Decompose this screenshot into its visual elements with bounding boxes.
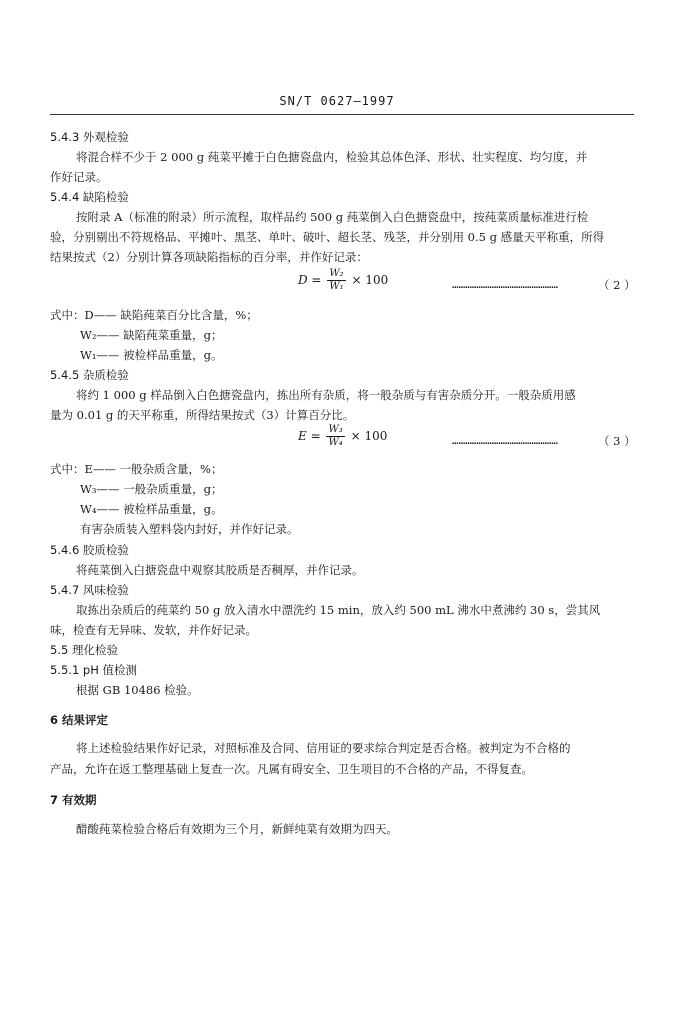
s545-line-3: 有害杂质装入塑料袋内封好，并作好记录。 bbox=[80, 522, 299, 536]
s6-line-1: 将上述检验结果作好记录，对照标准及合同、信用证的要求综合判定是否合格。被判定为不合格的 bbox=[76, 741, 571, 755]
s545-line-2: 量为 0.01 g 的天平称重，所得结果按式（3）计算百分比。 bbox=[50, 408, 355, 422]
s543-line-2: 作好记录。 bbox=[50, 170, 108, 184]
heading-5-5-1: 5.5.1 pH 值检测 bbox=[50, 663, 138, 677]
s7-line-1: 醋酸莼菜检验合格后有效期为三个月，新鲜纯菜有效期为四天。 bbox=[76, 822, 398, 836]
eq2-lhs: D = bbox=[298, 273, 322, 287]
s544-line-3: 结果按式（2）分别计算各项缺陷指标的百分率，并作好记录： bbox=[50, 250, 368, 264]
heading-5-4-5: 5.4.5 杂质检验 bbox=[50, 368, 129, 382]
heading-7: 7 有效期 bbox=[50, 793, 97, 807]
eq3-denominator: W₄ bbox=[328, 437, 343, 448]
eq2-numerator: W₂ bbox=[329, 268, 344, 279]
heading-5-4-3: 5.4.3 外观检验 bbox=[50, 130, 129, 144]
document-code-header: SN/T 0627—1997 bbox=[279, 94, 395, 108]
s544-line-1: 按附录 A（标准的附录）所示流程，取样品约 500 g 莼菜倒入白色搪瓷盘中，按莼菜质量标准进行检 bbox=[76, 210, 589, 224]
s546-line-1: 将莼菜倒入白搪瓷盘中观察其胶质是否稠厚，并作记录。 bbox=[76, 563, 364, 577]
eq2-fraction bbox=[327, 268, 345, 293]
heading-5-5: 5.5 理化检验 bbox=[50, 643, 118, 657]
header-rule bbox=[50, 114, 634, 115]
s544-where-1: 式中：D—— 缺陷莼菜百分比含量，%； bbox=[50, 308, 258, 322]
eq2-number: （ 2 ） bbox=[598, 278, 636, 292]
equation-2 bbox=[298, 268, 388, 293]
s544-line-2: 验，分别剔出不符规格品、平摊叶、黑茎、单叶、破叶、超长茎、残茎，并分别用 0.5 g 感量天平称重，所得 bbox=[50, 230, 605, 244]
heading-6: 6 结果评定 bbox=[50, 713, 109, 727]
s544-where-3: W₁—— 被检样品重量，g。 bbox=[80, 348, 223, 362]
s544-where-2: W₂—— 缺陷莼菜重量，g； bbox=[80, 328, 223, 342]
heading-5-4-7: 5.4.7 风味检验 bbox=[50, 583, 129, 597]
s6-line-2: 产品，允许在返工整理基础上复查一次。凡属有碍安全、卫生项目的不合格的产品，不得复查。 bbox=[50, 762, 533, 776]
heading-5-4-6: 5.4.6 胶质检验 bbox=[50, 543, 129, 557]
eq3-numerator: W₃ bbox=[328, 424, 343, 435]
s551-line-1: 根据 GB 10486 检验。 bbox=[76, 683, 199, 697]
eq3-rhs: × 100 bbox=[350, 429, 388, 443]
equation-3 bbox=[298, 424, 387, 449]
eq3-lhs: E = bbox=[298, 429, 321, 443]
eq3-fraction bbox=[326, 424, 344, 449]
eq3-number: （ 3 ） bbox=[598, 434, 636, 448]
s545-line-1: 将约 1 000 g 样品倒入白色搪瓷盘内，拣出所有杂质，将一般杂质与有害杂质分开。一般杂质用感 bbox=[76, 388, 576, 402]
eq2-leader-dots: ………………………………………… bbox=[452, 278, 558, 291]
s547-line-2: 味，检查有无异味、发软，并作好记录。 bbox=[50, 623, 257, 637]
s545-where-2: W₃—— 一般杂质重量，g； bbox=[80, 482, 223, 496]
eq2-denominator: W₁ bbox=[329, 281, 344, 292]
s545-where-1: 式中：E—— 一般杂质含量，%； bbox=[50, 462, 223, 476]
heading-5-4-4: 5.4.4 缺陷检验 bbox=[50, 190, 129, 204]
s543-line-1: 将混合样不少于 2 000 g 莼菜平摊于白色搪瓷盘内，检验其总体色泽、形状、壮实程度、均匀度，并 bbox=[76, 150, 588, 164]
s545-where-3: W₄—— 被检样品重量，g。 bbox=[80, 502, 223, 516]
eq3-leader-dots: ………………………………………… bbox=[452, 434, 558, 447]
s547-line-1: 取拣出杂质后的莼菜约 50 g 放入清水中漂洗约 15 min，放入约 500 mL 沸水中煮沸约 30 s，尝其风 bbox=[76, 603, 601, 617]
eq2-rhs: × 100 bbox=[351, 273, 389, 287]
